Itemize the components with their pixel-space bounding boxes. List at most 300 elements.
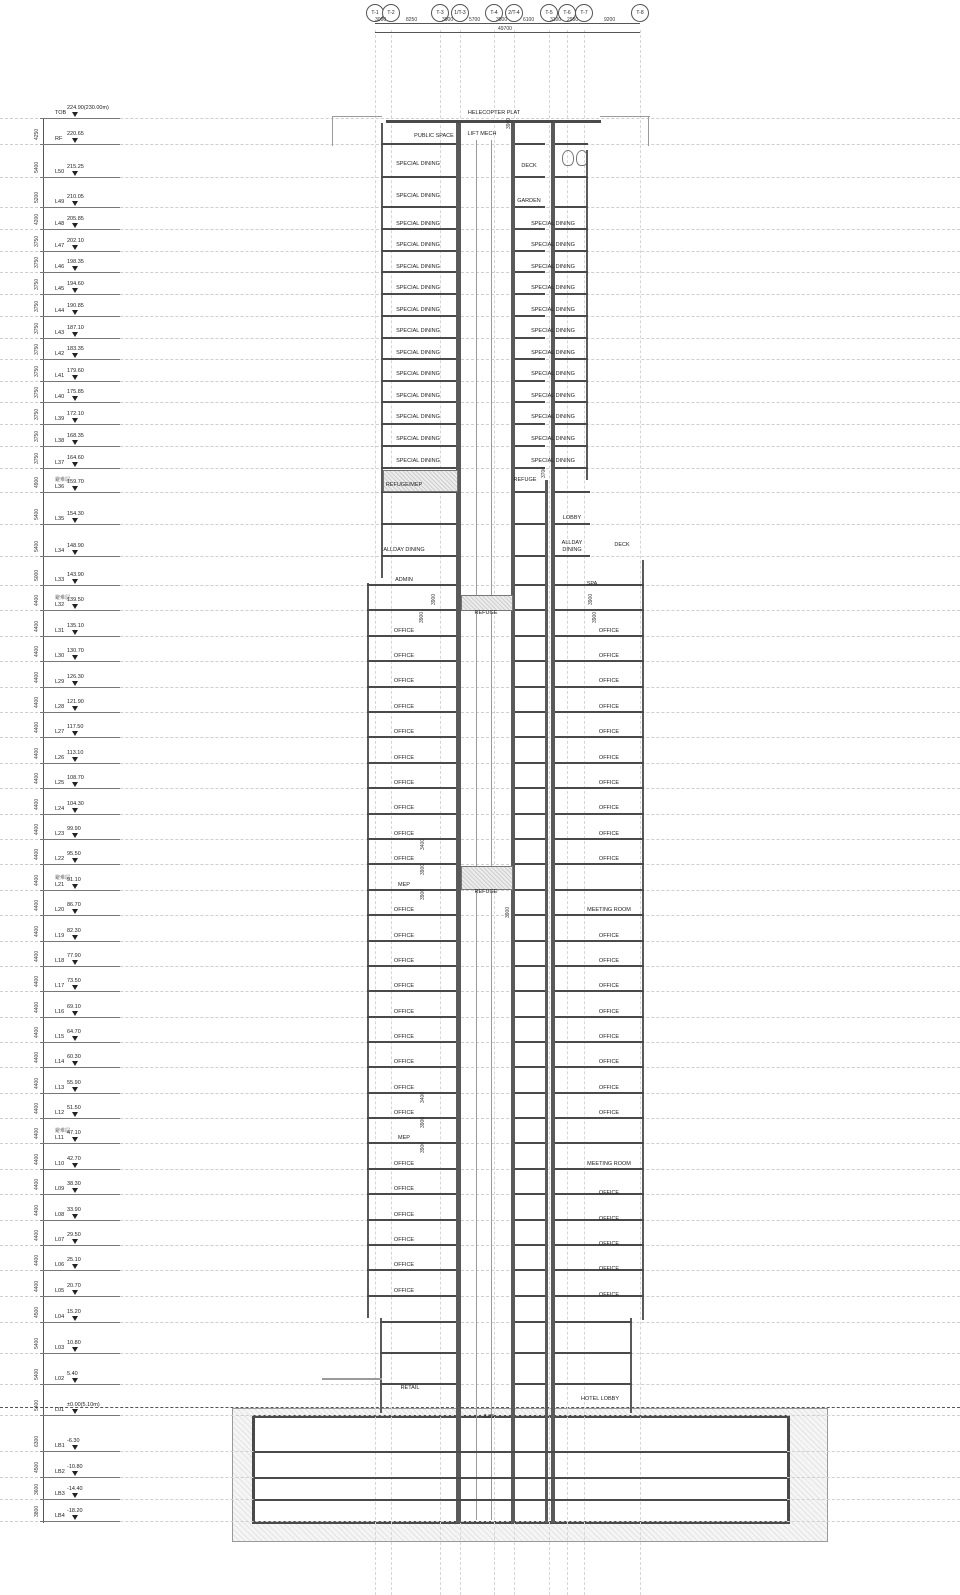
level-marker-icon: [72, 1087, 78, 1092]
level-name: L02: [55, 1376, 65, 1382]
level-name: L43: [55, 330, 65, 336]
level-name: L06: [55, 1262, 65, 1268]
floor-slab-left: [381, 380, 456, 382]
level-height: 4400: [34, 645, 40, 657]
deck-right-label: DECK: [614, 542, 630, 548]
level-gridline: [0, 966, 960, 967]
level-marker-icon: [72, 353, 78, 358]
floor-slab-right: [555, 787, 644, 789]
room-label: SPECIAL DINING: [396, 436, 440, 442]
floor-slab-left: [367, 914, 456, 916]
room-label: OFFICE: [598, 780, 620, 786]
axis-tag: 2/T-4: [505, 4, 523, 22]
core-slab: [515, 337, 545, 339]
floor-slab-right: [555, 889, 644, 891]
level-gridline: [0, 661, 960, 662]
facade-right-podium: [630, 1318, 632, 1413]
level-name: L42: [55, 351, 65, 357]
level-height: 3750: [34, 278, 40, 290]
level-marker-icon: [72, 935, 78, 940]
level-height: 3750: [34, 430, 40, 442]
level-tick: [40, 381, 120, 382]
level-marker-icon: [72, 1137, 78, 1142]
level-name: L20: [55, 907, 65, 913]
level-height: 4400: [34, 594, 40, 606]
level-elevation: 64.70: [67, 1029, 81, 1035]
level-tick: [40, 661, 120, 662]
room-label: REFUGE/MEP: [385, 482, 423, 488]
room-label: MEETING ROOM: [587, 1161, 631, 1167]
level-marker-icon: [72, 1290, 78, 1295]
level-tick: [40, 144, 120, 145]
level-tick: [40, 1220, 120, 1221]
level-marker-icon: [72, 706, 78, 711]
level-name: L40: [55, 394, 65, 400]
floor-slab-left: [381, 271, 456, 273]
level-marker-icon: [72, 396, 78, 401]
level-tick: [40, 1521, 120, 1522]
level-gridline: [0, 1415, 960, 1416]
floor-slab-left: [367, 1041, 456, 1043]
level-name: L17: [55, 983, 65, 989]
floor-slab-right: [555, 1352, 632, 1354]
level-elevation: 121.90: [67, 699, 84, 705]
level-gridline: [0, 359, 960, 360]
level-tick: [40, 941, 120, 942]
axis-spacing: 3000: [375, 17, 387, 23]
level-elevation: 51.50: [67, 1105, 81, 1111]
floor-slab-right: [555, 467, 588, 469]
level-tick: [40, 1245, 120, 1246]
floor-slab-right: [555, 491, 590, 493]
core-slab: [515, 1117, 545, 1119]
level-tick: [40, 424, 120, 425]
room-label: OFFICE: [598, 1190, 620, 1196]
floor-slab-right: [555, 1168, 644, 1170]
tree-icon: [562, 150, 574, 166]
axis-spacing: 8250: [406, 17, 418, 23]
local-dimension: 3900: [505, 906, 511, 918]
pit-level-label: -3.05: [481, 1414, 495, 1420]
refuge-floor-label: 避难层: [55, 477, 71, 483]
floor-slab-left: [381, 555, 456, 557]
room-label: SPECIAL DINING: [531, 242, 575, 248]
room-label: OFFICE: [393, 805, 415, 811]
level-gridline: [0, 1245, 960, 1246]
floor-slab-left: [381, 206, 456, 208]
level-marker-icon: [72, 1378, 78, 1383]
level-gridline: [0, 1521, 960, 1522]
level-tick: [40, 468, 120, 469]
level-elevation: 5.40: [67, 1371, 78, 1377]
level-marker-icon: [72, 604, 78, 609]
local-dimension: 3900: [506, 117, 512, 129]
room-label: OFFICE: [393, 755, 415, 761]
level-elevation: 187.10: [67, 325, 84, 331]
room-label: OFFICE: [393, 1085, 415, 1091]
level-elevation: 139.50: [67, 597, 84, 603]
local-dimension: 3900: [420, 863, 426, 875]
floor-slab-left: [367, 1016, 456, 1018]
level-elevation: 60.30: [67, 1054, 81, 1060]
floor-slab-right: [555, 1142, 644, 1144]
level-height: 4400: [34, 747, 40, 759]
core-slab: [515, 271, 545, 273]
room-label: OFFICE: [598, 1110, 620, 1116]
floor-slab-left: [367, 1295, 456, 1297]
room-label: HOTEL LOBBY: [580, 1396, 620, 1402]
level-elevation: 10.80: [67, 1340, 81, 1346]
level-marker-icon: [72, 375, 78, 380]
core-slab: [515, 686, 545, 688]
helipad-post-left: [332, 116, 333, 146]
local-dimension: 3900: [420, 1116, 426, 1128]
level-height: 4400: [34, 620, 40, 632]
level-height: 4400: [34, 950, 40, 962]
level-height: 3750: [34, 300, 40, 312]
floor-slab-right: [555, 813, 644, 815]
core-slab: [515, 358, 545, 360]
level-gridline: [0, 712, 960, 713]
room-label: MEETING ROOM: [587, 907, 631, 913]
level-elevation: 42.70: [67, 1156, 81, 1162]
core-slab: [515, 635, 545, 637]
room-label: SPECIAL DINING: [396, 328, 440, 334]
level-gridline: [0, 1194, 960, 1195]
level-gridline: [0, 1220, 960, 1221]
core-slab: [515, 1142, 545, 1144]
level-gridline: [0, 1322, 960, 1323]
room-label: OFFICE: [598, 653, 620, 659]
floor-slab-right: [555, 555, 590, 557]
level-height: 4400: [34, 671, 40, 683]
level-name: L38: [55, 438, 65, 444]
refuge-right-label: REFUGE: [513, 477, 537, 483]
floor-slab-left: [367, 889, 456, 891]
level-height: 4400: [34, 975, 40, 987]
room-label: OFFICE: [393, 856, 415, 862]
level-elevation: 172.10: [67, 411, 84, 417]
level-height: 4400: [34, 1178, 40, 1190]
helipad-railing-right: [600, 116, 650, 117]
axis-tag: T-3: [431, 4, 449, 22]
level-marker-icon: [72, 1188, 78, 1193]
level-height: 3750: [34, 256, 40, 268]
level-elevation: 190.85: [67, 303, 84, 309]
level-height: 4400: [34, 721, 40, 733]
room-label: OFFICE: [598, 1292, 620, 1298]
core-slab: [515, 711, 545, 713]
level-elevation: 194.60: [67, 281, 84, 287]
level-tick: [40, 1118, 120, 1119]
room-label: OFFICE: [393, 704, 415, 710]
level-marker-icon: [72, 985, 78, 990]
room-label: OFFICE: [598, 856, 620, 862]
floor-slab-right: [555, 423, 588, 425]
level-elevation: 130.70: [67, 648, 84, 654]
level-gridline: [0, 424, 960, 425]
level-name: L48: [55, 221, 65, 227]
room-label: OFFICE: [393, 1262, 415, 1268]
level-elevation: 168.35: [67, 433, 84, 439]
floor-slab-right: [555, 1066, 644, 1068]
level-name: L14: [55, 1059, 65, 1065]
room-label: SPECIAL DINING: [396, 414, 440, 420]
level-elevation: -10.80: [67, 1464, 83, 1470]
core-slab: [515, 889, 545, 891]
level-marker-icon: [72, 858, 78, 863]
level-tick: [40, 814, 120, 815]
room-label: SPECIAL DINING: [396, 221, 440, 227]
level-gridline: [0, 1042, 960, 1043]
floor-slab-left: [381, 337, 456, 339]
floor-slab-left: [381, 401, 456, 403]
level-gridline: [0, 763, 960, 764]
refuge-floor-label: 避难层: [55, 595, 71, 601]
floor-slab-left: [367, 762, 456, 764]
axis-spacing: 3500: [496, 17, 508, 23]
level-elevation: 20.70: [67, 1283, 81, 1289]
deck-label: DECK: [521, 163, 537, 169]
floor-slab-right: [555, 990, 644, 992]
room-label: OFFICE: [393, 678, 415, 684]
core-slab: [515, 1244, 545, 1246]
room-label: OFFICE: [598, 933, 620, 939]
room-label: ADMIN: [395, 577, 413, 583]
level-elevation: ±0.00(5.10m): [67, 1402, 100, 1408]
level-tick: [40, 446, 120, 447]
floor-slab-left: [367, 686, 456, 688]
level-name: L37: [55, 460, 65, 466]
core-slab: [515, 445, 545, 447]
level-tick: [40, 1322, 120, 1323]
axis-spacing: 2950: [567, 17, 579, 23]
level-name: L19: [55, 933, 65, 939]
floor-slab-left: [367, 1219, 456, 1221]
core-refuge-zone: [461, 595, 513, 611]
level-gridline: [0, 402, 960, 403]
axis-spacing: 5700: [469, 17, 481, 23]
level-height: 3750: [34, 343, 40, 355]
level-tick: [40, 1384, 120, 1385]
level-marker-icon: [72, 288, 78, 293]
level-name: L08: [55, 1212, 65, 1218]
core-slab: [515, 660, 545, 662]
level-marker-icon: [72, 1011, 78, 1016]
level-marker-icon: [72, 1061, 78, 1066]
level-elevation: 205.85: [67, 216, 84, 222]
level-height: 4400: [34, 1001, 40, 1013]
level-marker-icon: [72, 1409, 78, 1414]
room-label: OFFICE: [393, 628, 415, 634]
floor-slab-left: [381, 467, 456, 469]
level-tick: [40, 1169, 120, 1170]
level-gridline: [0, 991, 960, 992]
level-elevation: -14.40: [67, 1486, 83, 1492]
axis-tag: T-5: [540, 4, 558, 22]
level-marker-icon: [72, 245, 78, 250]
basement-slab: [255, 1477, 787, 1479]
core-slab: [515, 228, 545, 230]
level-name: L01: [55, 1407, 65, 1413]
level-tick: [40, 1017, 120, 1018]
local-dimension: 3900: [419, 611, 425, 623]
level-gridline: [0, 1296, 960, 1297]
floor-slab-left: [380, 1352, 456, 1354]
level-elevation: 220.65: [67, 131, 84, 137]
core-slab: [515, 1016, 545, 1018]
room-label: OFFICE: [598, 1266, 620, 1272]
floor-slab-right: [555, 1117, 644, 1119]
room-label: OFFICE: [598, 805, 620, 811]
level-tick: [40, 272, 120, 273]
axis-tag: T-6: [558, 4, 576, 22]
level-height: 4400: [34, 1051, 40, 1063]
level-tick: [40, 864, 120, 865]
public-space-label: PUBLIC SPACE: [414, 133, 454, 139]
floor-slab-left: [367, 660, 456, 662]
floor-slab-left: [381, 250, 456, 252]
level-elevation: 86.70: [67, 902, 81, 908]
level-elevation: 95.50: [67, 851, 81, 857]
level-height: 4400: [34, 899, 40, 911]
core-slab: [515, 863, 545, 865]
room-label: OFFICE: [393, 933, 415, 939]
core-slab: [515, 1352, 545, 1354]
ground-datum-line: [0, 1407, 960, 1408]
level-tick: [40, 1353, 120, 1354]
level-marker-icon: [72, 1163, 78, 1168]
level-gridline: [0, 118, 960, 119]
room-label: OFFICE: [393, 1161, 415, 1167]
room-label: SPECIAL DINING: [396, 193, 440, 199]
room-label: OFFICE: [393, 1034, 415, 1040]
core-slab: [515, 609, 545, 611]
room-label: OFFICE: [393, 983, 415, 989]
floor-slab-left: [367, 584, 456, 586]
level-marker-icon: [72, 1214, 78, 1219]
room-label: OFFICE: [598, 958, 620, 964]
level-gridline: [0, 207, 960, 208]
room-label: SPECIAL DINING: [396, 242, 440, 248]
level-marker-icon: [72, 138, 78, 143]
room-label: SPECIAL DINING: [531, 414, 575, 420]
axis-gridline: [494, 30, 495, 1595]
basement-box: [252, 1415, 790, 1524]
level-elevation: 154.30: [67, 511, 84, 517]
level-marker-icon: [72, 579, 78, 584]
room-label: SPECIAL DINING: [531, 371, 575, 377]
axis-spacing: 9200: [604, 17, 616, 23]
level-height: 5400: [34, 1399, 40, 1411]
level-gridline: [0, 915, 960, 916]
floor-slab-right: [555, 176, 588, 178]
room-label: SPECIAL DINING: [396, 458, 440, 464]
level-name: L25: [55, 780, 65, 786]
floor-slab-right: [555, 838, 644, 840]
level-elevation: 47.10: [67, 1130, 81, 1136]
level-name: L26: [55, 755, 65, 761]
level-name: L35: [55, 516, 65, 522]
room-label: ALLDAY: [561, 540, 583, 546]
level-gridline: [0, 251, 960, 252]
level-name: L22: [55, 856, 65, 862]
level-height: 5400: [34, 508, 40, 520]
level-elevation: 33.90: [67, 1207, 81, 1213]
refuge-floor-label: 避难层: [55, 875, 71, 881]
core-slab: [515, 1295, 545, 1297]
room-label: SPECIAL DINING: [531, 328, 575, 334]
local-dimension: 3900: [420, 888, 426, 900]
level-name: L13: [55, 1085, 65, 1091]
floor-slab-right: [555, 584, 644, 586]
room-label: OFFICE: [598, 1085, 620, 1091]
floor-slab-right: [555, 228, 588, 230]
core-slab: [515, 293, 545, 295]
floor-slab-right: [555, 358, 588, 360]
core-slab: [515, 838, 545, 840]
level-gridline: [0, 1017, 960, 1018]
local-dimension: 3900: [420, 1141, 426, 1153]
floor-slab-right: [555, 940, 644, 942]
level-elevation: 29.50: [67, 1232, 81, 1238]
level-name: L27: [55, 729, 65, 735]
room-label: OFFICE: [393, 907, 415, 913]
level-tick: [40, 229, 120, 230]
level-marker-icon: [72, 757, 78, 762]
floor-slab-right: [555, 863, 644, 865]
level-gridline: [0, 1143, 960, 1144]
level-gridline: [0, 1270, 960, 1271]
floor-slab-right: [555, 293, 588, 295]
level-height: 5400: [34, 1337, 40, 1349]
level-height: 4400: [34, 1153, 40, 1165]
helipad-slab: [386, 120, 601, 123]
level-elevation: 25.10: [67, 1257, 81, 1263]
level-height: 5400: [34, 1368, 40, 1380]
level-elevation: -6.30: [67, 1438, 80, 1444]
level-elevation: 108.70: [67, 775, 84, 781]
level-height: 4400: [34, 1127, 40, 1139]
level-tick: [40, 636, 120, 637]
level-height: 4400: [34, 798, 40, 810]
floor-slab-right: [555, 660, 644, 662]
level-marker-icon: [72, 655, 78, 660]
axis-tag: T-7: [575, 4, 593, 22]
level-marker-icon: [72, 486, 78, 491]
level-elevation: 143.90: [67, 572, 84, 578]
core-slab: [515, 940, 545, 942]
level-name: L30: [55, 653, 65, 659]
floor-slab-left: [381, 445, 456, 447]
room-label: SPECIAL DINING: [531, 264, 575, 270]
level-name: L50: [55, 169, 65, 175]
level-tick: [40, 687, 120, 688]
level-marker-icon: [72, 266, 78, 271]
floor-slab-right: [555, 143, 588, 145]
level-marker-icon: [72, 1347, 78, 1352]
level-marker-icon: [72, 1036, 78, 1041]
room-label: SPECIAL DINING: [396, 371, 440, 377]
floor-slab-left: [367, 1244, 456, 1246]
level-height: 3800: [34, 1505, 40, 1517]
level-marker-icon: [72, 223, 78, 228]
level-elevation: 164.60: [67, 455, 84, 461]
room-label: OFFICE: [598, 628, 620, 634]
room-label: OFFICE: [393, 831, 415, 837]
level-gridline: [0, 492, 960, 493]
retail-canopy: [322, 1378, 382, 1380]
